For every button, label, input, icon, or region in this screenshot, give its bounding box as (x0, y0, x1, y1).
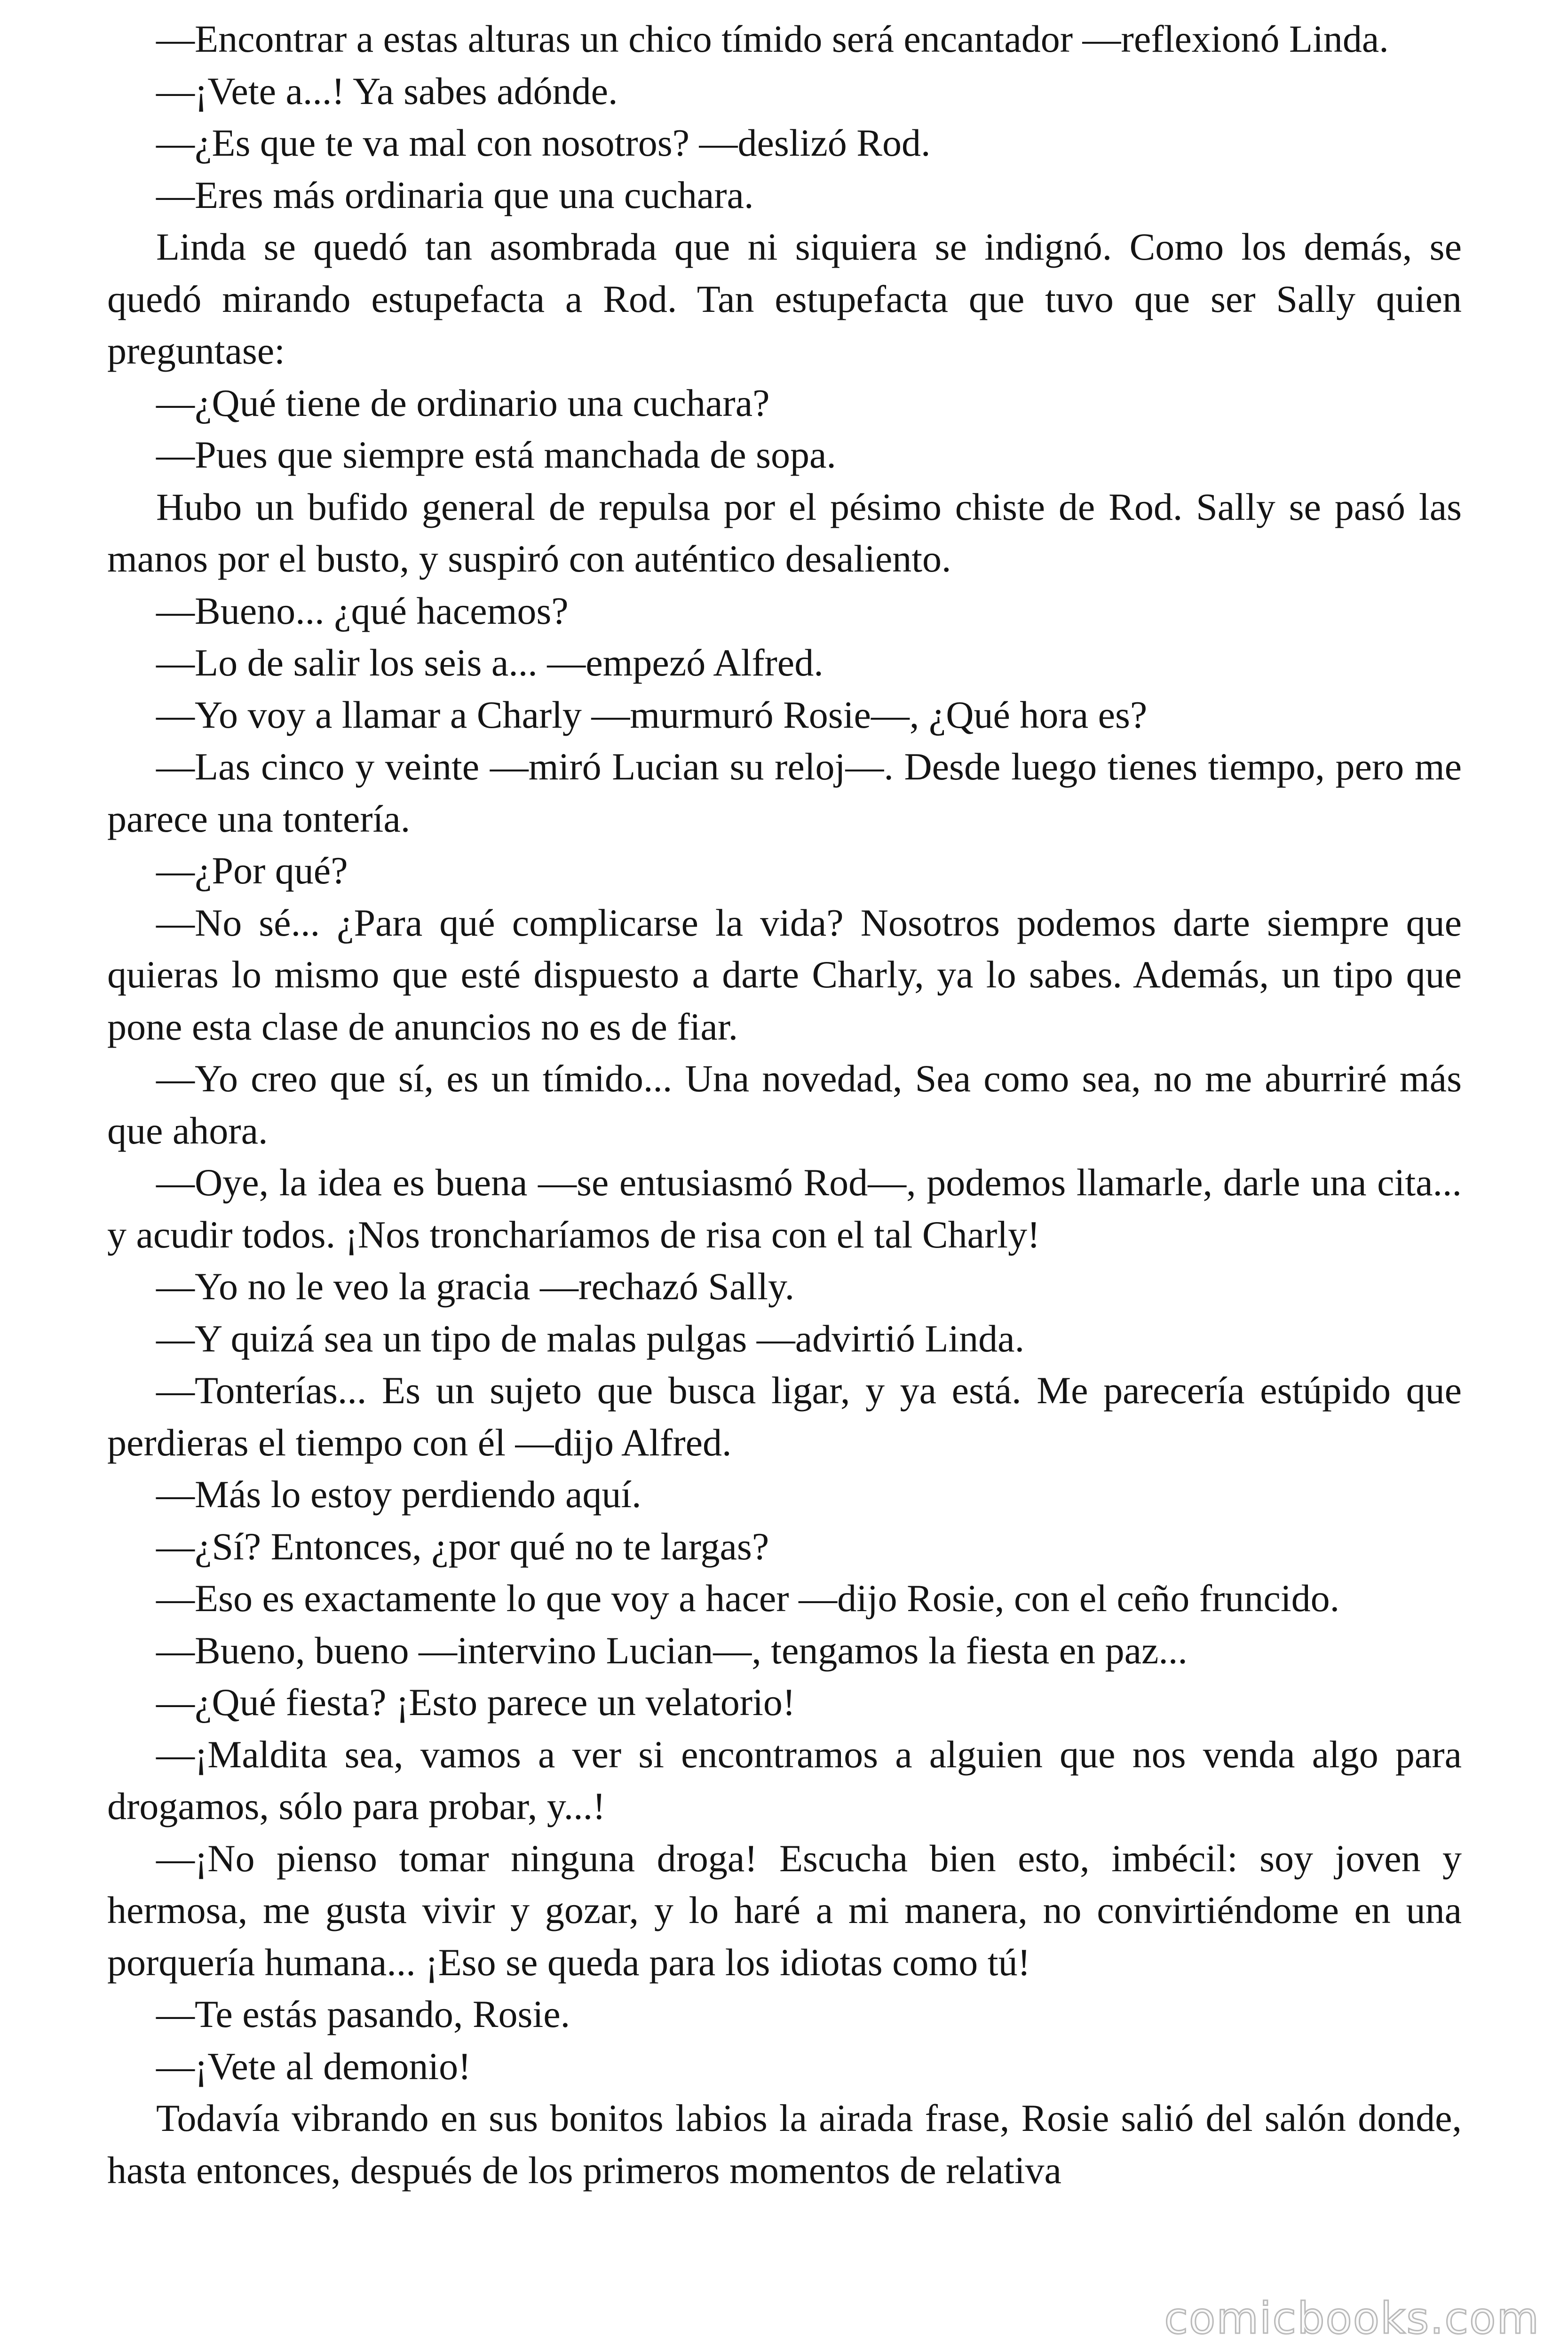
paragraph: —¿Por qué? (156, 849, 348, 892)
paragraph: Linda se quedó tan asombrada que ni siquiera se indignó. Como los demás, se quedó mirando estupefacta a Rod. Tan estupefacta que tuvo que ser Sally quien preguntase: (107, 225, 1462, 372)
paragraph: —Lo de salir los seis a... —empezó Alfred. (156, 641, 824, 684)
paragraph: —¡Maldita sea, vamos a ver si encontramos a alguien que nos venda algo para drogamos, sólo para probar, y...! (107, 1732, 1462, 1828)
paragraph: —Bueno... ¿qué hacemos? (156, 589, 569, 632)
paragraph: —Eso es exactamente lo que voy a hacer —dijo Rosie, con el ceño fruncido. (156, 1577, 1340, 1620)
watermark-text: comicbooks.com (1164, 2293, 1540, 2344)
paragraph: —Te estás pasando, Rosie. (156, 1993, 570, 2035)
paragraph: Todavía vibrando en sus bonitos labios la airada frase, Rosie salió del salón donde, hasta entonces, después de los primeros momentos de relativa (107, 2097, 1462, 2192)
paragraph: —¡No pienso tomar ninguna droga! Escucha bien esto, imbécil: soy joven y hermosa, me gusta vivir y gozar, y lo haré a mi manera, no convirtiéndome en una porquería humana... ¡Eso se queda para los idiotas como tú! (107, 1836, 1462, 1984)
paragraph: —¿Sí? Entonces, ¿por qué no te largas? (156, 1525, 769, 1568)
paragraph: —Yo voy a llamar a Charly —murmuró Rosie—, ¿Qué hora es? (156, 693, 1148, 736)
paragraph: —Las cinco y veinte —miró Lucian su reloj—. Desde luego tienes tiempo, pero me parece una tontería. (107, 745, 1462, 840)
paragraph: —Eres más ordinaria que una cuchara. (156, 173, 754, 216)
paragraph: Hubo un bufido general de repulsa por el pésimo chiste de Rod. Sally se pasó las manos por el busto, y suspiró con auténtico desaliento. (107, 485, 1462, 580)
paragraph: —¿Qué fiesta? ¡Esto parece un velatorio! (156, 1681, 796, 1724)
paragraph: —Yo creo que sí, es un tímido... Una novedad, Sea como sea, no me aburriré más que ahora. (107, 1057, 1462, 1152)
paragraph: —Más lo estoy perdiendo aquí. (156, 1473, 641, 1516)
paragraph: —Pues que siempre está manchada de sopa. (156, 433, 836, 476)
paragraph: —¡Vete al demonio! (156, 2044, 471, 2088)
paragraph: —Tonterías... Es un sujeto que busca ligar, y ya está. Me parecería estúpido que perdieras el tiempo con él —dijo Alfred. (107, 1369, 1462, 1464)
paragraph: —Oye, la idea es buena —se entusiasmó Rod—, podemos llamarle, darle una cita... y acudir todos. ¡Nos troncharíamos de risa con el tal Charly! (107, 1161, 1462, 1256)
paragraph: —Yo no le veo la gracia —rechazó Sally. (156, 1265, 795, 1308)
book-page-text (107, 13, 1462, 2196)
paragraph: —¡Vete a...! Ya sabes adónde. (156, 69, 618, 112)
paragraph: —¿Qué tiene de ordinario una cuchara? (156, 381, 770, 424)
paragraph: —Y quizá sea un tipo de malas pulgas —advirtió Linda. (156, 1317, 1025, 1360)
paragraph: —¿Es que te va mal con nosotros? —deslizó Rod. (156, 121, 931, 164)
paragraph: —Encontrar a estas alturas un chico tímido será encantador —reflexionó Linda. (156, 17, 1389, 60)
paragraph: —No sé... ¿Para qué complicarse la vida? Nosotros podemos darte siempre que quieras lo mismo que esté dispuesto a darte Charly, ya lo sabes. Además, un tipo que pone esta clase de anuncios no es de fiar. (107, 901, 1462, 1048)
paragraph: —Bueno, bueno —intervino Lucian—, tengamos la fiesta en paz... (156, 1629, 1188, 1672)
